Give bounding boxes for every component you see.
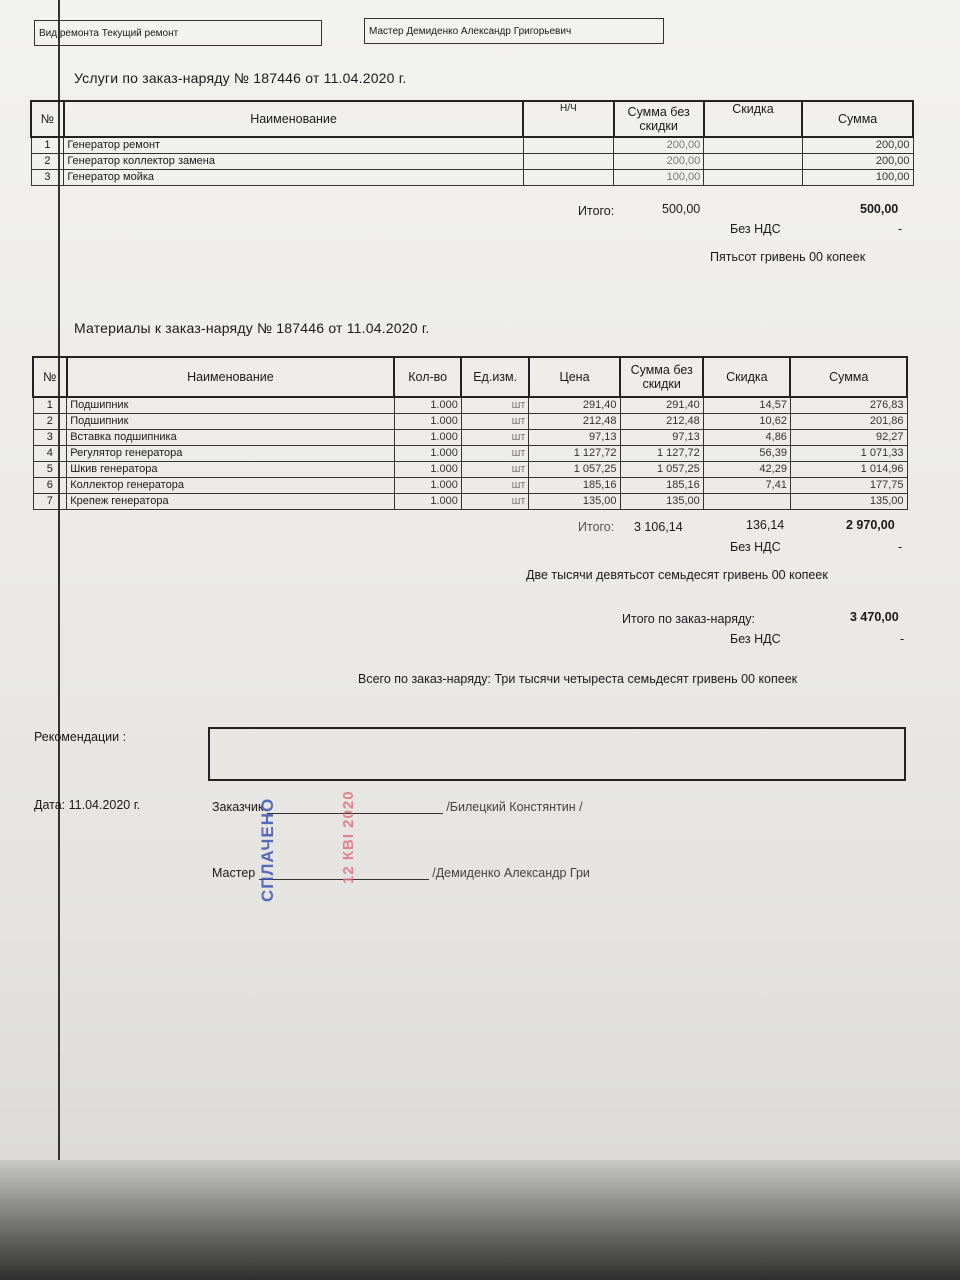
row-name: Генератор мойка xyxy=(64,170,523,186)
master-label: Мастер xyxy=(212,866,256,880)
services-vat-label: Без НДС xyxy=(730,222,781,236)
row-num: 3 xyxy=(31,170,64,186)
row-discount xyxy=(703,494,790,510)
row-sum: 201,86 xyxy=(790,414,907,430)
col-hours: Н/Ч xyxy=(523,101,613,137)
col-name: Наименование xyxy=(64,101,523,137)
row-sum-no-disc: 1 127,72 xyxy=(620,446,703,462)
row-sum: 1 071,33 xyxy=(790,446,907,462)
paid-stamp: СПЛАЧЕНО xyxy=(258,797,277,902)
row-num: 2 xyxy=(31,154,64,170)
master-name: /Демиденко Александр Гри xyxy=(432,866,590,880)
row-num: 2 xyxy=(33,414,67,430)
row-discount: 56,39 xyxy=(703,446,790,462)
col-price: Цена xyxy=(529,357,620,397)
row-sum: 135,00 xyxy=(790,494,907,510)
row-hours xyxy=(523,154,613,170)
row-qty: 1.000 xyxy=(394,462,461,478)
row-discount xyxy=(704,137,802,154)
services-total: 500,00 xyxy=(860,202,899,216)
col-qty: Кол-во xyxy=(394,357,461,397)
order-total-value: 3 470,00 xyxy=(850,610,899,624)
row-name: Крепеж генератора xyxy=(67,494,394,510)
col-num: № xyxy=(31,101,64,137)
row-sum: 200,00 xyxy=(802,137,913,154)
order-vat-label: Без НДС xyxy=(730,632,781,646)
row-unit: шт xyxy=(461,414,529,430)
row-name: Подшипник xyxy=(67,397,394,414)
col-sum: Сумма xyxy=(802,101,913,137)
row-price: 185,16 xyxy=(529,478,620,494)
table-row xyxy=(33,430,907,446)
services-title: Услуги по заказ-наряду № 187446 от 11.04.2020 г. xyxy=(74,70,407,86)
row-discount: 14,57 xyxy=(703,397,790,414)
table-row xyxy=(31,137,913,154)
row-qty: 1.000 xyxy=(394,430,461,446)
row-sum: 177,75 xyxy=(790,478,907,494)
table-row xyxy=(31,154,913,170)
row-sum-no-disc: 100,00 xyxy=(614,170,704,186)
row-num: 5 xyxy=(33,462,67,478)
row-price: 212,48 xyxy=(529,414,620,430)
order-grand-words: Всего по заказ-наряду: Три тысячи четыреста семьдесят гривень 00 копеек xyxy=(358,672,798,686)
col-name: Наименование xyxy=(67,357,394,397)
row-name: Шкив генератора xyxy=(67,462,394,478)
fold-line xyxy=(58,0,60,1240)
row-num: 1 xyxy=(31,137,64,154)
materials-in-words: Две тысячи девятьсот семьдесят гривень 00 копеек xyxy=(526,568,828,582)
row-sum-no-disc: 135,00 xyxy=(620,494,703,510)
order-total-label: Итого по заказ-наряду: xyxy=(622,612,756,626)
row-hours xyxy=(523,170,613,186)
materials-table xyxy=(32,356,908,510)
row-unit: шт xyxy=(461,462,529,478)
row-hours xyxy=(523,137,613,154)
row-qty: 1.000 xyxy=(394,414,461,430)
row-sum-no-disc: 200,00 xyxy=(614,137,704,154)
materials-total: 2 970,00 xyxy=(846,518,895,532)
customer-label: Заказчик xyxy=(212,800,264,814)
row-num: 7 xyxy=(33,494,67,510)
row-sum: 100,00 xyxy=(802,170,913,186)
row-qty: 1.000 xyxy=(394,446,461,462)
row-sum: 200,00 xyxy=(802,154,913,170)
row-name: Вставка подшипника xyxy=(67,430,394,446)
col-sum: Сумма xyxy=(790,357,907,397)
background-surface xyxy=(0,1160,960,1280)
table-row xyxy=(33,478,907,494)
row-sum-no-disc: 1 057,25 xyxy=(620,462,703,478)
date-label: Дата: 11.04.2020 г. xyxy=(34,798,141,812)
order-vat-value: - xyxy=(900,632,905,646)
table-row xyxy=(33,397,907,414)
row-discount: 4,86 xyxy=(703,430,790,446)
table-row xyxy=(31,170,913,186)
col-unit: Ед.изм. xyxy=(461,357,529,397)
row-price: 291,40 xyxy=(529,397,620,414)
row-price: 135,00 xyxy=(529,494,620,510)
row-sum-no-disc: 97,13 xyxy=(620,430,703,446)
col-discount: Скидка xyxy=(704,101,802,137)
row-sum: 92,27 xyxy=(790,430,907,446)
materials-title: Материалы к заказ-наряду № 187446 от 11.04.2020 г. xyxy=(74,320,430,336)
row-unit: шт xyxy=(461,430,529,446)
row-discount: 7,41 xyxy=(703,478,790,494)
services-total-label: Итого: xyxy=(578,204,615,218)
row-sum-no-disc: 291,40 xyxy=(620,397,703,414)
repair-type-box: Вид ремонта Текущий ремонт xyxy=(34,20,322,46)
col-discount: Скидка xyxy=(703,357,790,397)
table-row xyxy=(33,446,907,462)
materials-vat-value: - xyxy=(898,540,903,554)
row-qty: 1.000 xyxy=(394,494,461,510)
row-discount: 42,29 xyxy=(703,462,790,478)
col-sum-no-disc: Сумма без скидки xyxy=(620,357,703,397)
row-qty: 1.000 xyxy=(394,397,461,414)
materials-vat-label: Без НДС xyxy=(730,540,781,554)
table-row xyxy=(33,414,907,430)
materials-total-no-disc: 3 106,14 xyxy=(634,520,683,534)
col-num: № xyxy=(33,357,67,397)
row-name: Генератор коллектор замена xyxy=(64,154,523,170)
row-unit: шт xyxy=(461,478,529,494)
row-sum-no-disc: 200,00 xyxy=(614,154,704,170)
services-total-no-disc: 500,00 xyxy=(662,202,701,216)
table-row xyxy=(33,462,907,478)
services-in-words: Пятьсот гривень 00 копеек xyxy=(710,250,866,264)
row-name: Генератор ремонт xyxy=(64,137,523,154)
customer-name: /Билецкий Констянтин / xyxy=(446,800,583,814)
row-name: Коллектор генератора xyxy=(67,478,394,494)
row-price: 1 127,72 xyxy=(529,446,620,462)
row-num: 1 xyxy=(33,397,67,414)
table-row xyxy=(33,494,907,510)
row-unit: шт xyxy=(461,494,529,510)
row-num: 3 xyxy=(33,430,67,446)
services-vat-value: - xyxy=(898,222,903,236)
row-sum-no-disc: 185,16 xyxy=(620,478,703,494)
row-num: 4 xyxy=(33,446,67,462)
materials-total-label: Итого: xyxy=(578,520,615,534)
row-unit: шт xyxy=(461,446,529,462)
row-price: 97,13 xyxy=(529,430,620,446)
row-unit: шт xyxy=(461,397,529,414)
col-sum-no-disc: Сумма без скидки xyxy=(614,101,704,137)
row-discount: 10,62 xyxy=(703,414,790,430)
services-table xyxy=(30,100,914,186)
row-name: Регулятор генератора xyxy=(67,446,394,462)
materials-total-discount: 136,14 xyxy=(746,518,785,532)
recommendations-box xyxy=(208,727,906,781)
row-name: Подшипник xyxy=(67,414,394,430)
row-sum: 276,83 xyxy=(790,397,907,414)
row-qty: 1.000 xyxy=(394,478,461,494)
recommendations-label: Рекомендации : xyxy=(34,730,127,744)
master-box: Мастер Демиденко Александр Григорьевич xyxy=(364,18,664,44)
row-num: 6 xyxy=(33,478,67,494)
date-stamp: 12 КВІ 2020 xyxy=(340,790,357,884)
row-sum: 1 014,96 xyxy=(790,462,907,478)
row-price: 1 057,25 xyxy=(529,462,620,478)
row-discount xyxy=(704,154,802,170)
row-discount xyxy=(704,170,802,186)
row-sum-no-disc: 212,48 xyxy=(620,414,703,430)
